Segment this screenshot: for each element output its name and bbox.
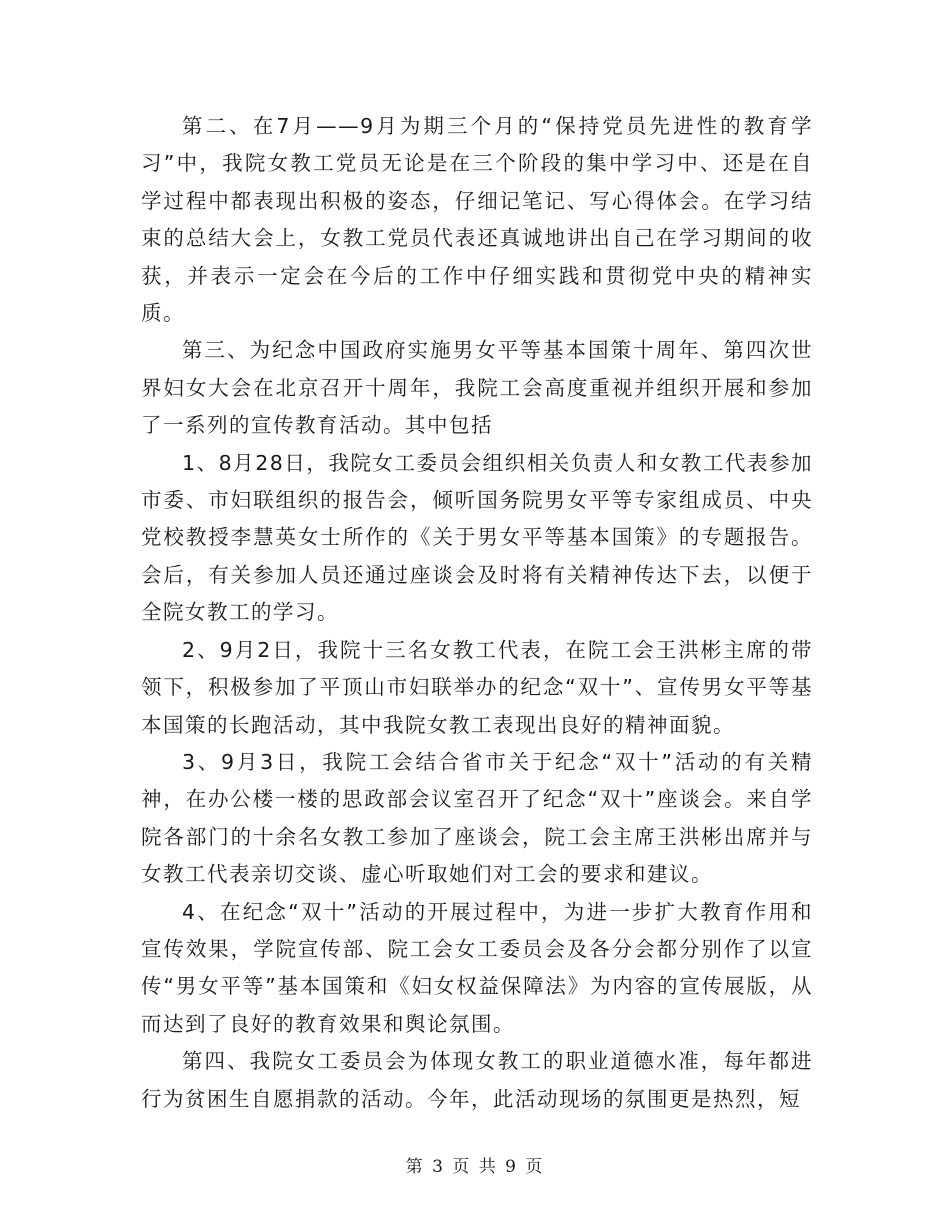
paragraph-party-study: 第二、在7月——9月为期三个月的“保持党员先进性的教育学习”中，我院女教工党员无论是在三个阶段的集中学习中、还是在自学过程中都表现出积极的姿态，仔细记笔记、写心得体会。在学习结束的总结大会上，女教工党员代表还真诚地讲出自己在学习期间的收获，并表示一定会在今后的工作中仔细实践和贯彻党中央的精神实质。: [141, 114, 813, 326]
document-body: [141, 108, 813, 1118]
paragraph-item-3-forum: 3、9月3日，我院工会结合省市关于纪念“双十”活动的有关精神，在办公楼一楼的思政部会议室召开了纪念“双十”座谈会。来自学院各部门的十余名女教工参加了座谈会，院工会主席王洪彬出席并与女教工代表亲切交谈、虚心听取她们对工会的要求和建议。: [141, 749, 813, 887]
paragraph-item-1-report: 1、8月28日，我院女工委员会组织相关负责人和女教工代表参加市委、市妇联组织的报告会，倾听国务院男女平等专家组成员、中央党校教授李慧英女士所作的《关于男女平等基本国策》的专题报告。会后，有关参加人员还通过座谈会及时将有关精神传达下去，以便于全院女教工的学习。: [141, 450, 813, 625]
paragraph-donation: 第四、我院女工委员会为体现女教工的职业道德水准，每年都进行为贫困生自愿捐款的活动。今年，此活动现场的氛围更是热烈，短: [141, 1049, 813, 1111]
paragraph-item-4-publicity: 4、在纪念“双十”活动的开展过程中，为进一步扩大教育作用和宣传效果，学院宣传部、院工会女工委员会及各分会都分别作了以宣传“男女平等”基本国策和《妇女权益保障法》为内容的宣传展版，从而达到了良好的教育效果和舆论氛围。: [141, 899, 813, 1036]
paragraph-equality-campaign: 第三、为纪念中国政府实施男女平等基本国策十周年、第四次世界妇女大会在北京召开十周年，我院工会高度重视并组织开展和参加了一系列的宣传教育活动。其中包括: [141, 338, 813, 438]
paragraph-item-2-run: 2、9月2日，我院十三名女教工代表，在院工会王洪彬主席的带领下，积极参加了平顶山市妇联举办的纪念“双十”、宣传男女平等基本国策的长跑活动，其中我院女教工表现出良好的精神面貌。: [141, 637, 813, 737]
page-number-footer: 第 3 页 共 9 页: [405, 1157, 545, 1177]
